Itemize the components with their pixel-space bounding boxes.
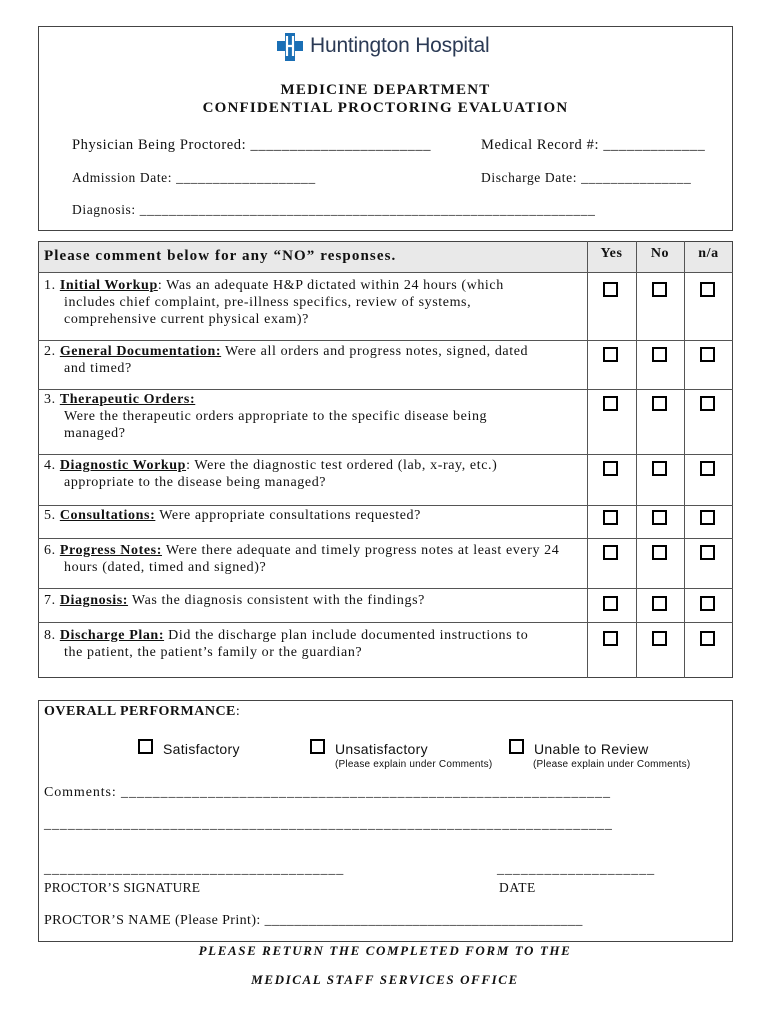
date-line[interactable]: ____________________: [497, 862, 655, 877]
col-header-na: n/a: [698, 246, 719, 261]
unable-to-review-checkbox[interactable]: [509, 739, 524, 754]
item-1-no-checkbox[interactable]: [652, 282, 667, 297]
item-1-yes-checkbox[interactable]: [603, 282, 618, 297]
item-heading: Discharge Plan:: [59, 628, 165, 643]
item-7-no-checkbox[interactable]: [652, 596, 667, 611]
footer-line-2: MEDICAL STAFF SERVICES OFFICE: [251, 972, 519, 987]
item-3-na-checkbox[interactable]: [700, 396, 715, 411]
item-4-yes-checkbox[interactable]: [603, 461, 618, 476]
logo: [276, 32, 506, 64]
form-title: CONFIDENTIAL PROCTORING EVALUATION: [202, 100, 569, 116]
item-8-yes-checkbox[interactable]: [603, 631, 618, 646]
item-question: Was an adequate H&P dictated within 24 hours (which: [162, 278, 504, 293]
admission-date-field[interactable]: Admission Date: ___________________: [72, 170, 316, 185]
item-heading: Initial Workup: [59, 278, 158, 293]
footer-line-1: PLEASE RETURN THE COMPLETED FORM TO THE: [198, 943, 572, 958]
table-instruction: Please comment below for any “NO” responses.: [44, 248, 397, 264]
item-3-no-checkbox[interactable]: [652, 396, 667, 411]
signature-line[interactable]: ______________________________________: [44, 862, 345, 877]
item-heading: Diagnosis:: [59, 593, 129, 608]
unsatisfactory-label: Unsatisfactory: [335, 741, 428, 757]
item-5-na-checkbox[interactable]: [700, 510, 715, 525]
item-1-na-checkbox[interactable]: [700, 282, 715, 297]
item-2-yes-checkbox[interactable]: [603, 347, 618, 362]
item-heading: Progress Notes:: [59, 543, 162, 558]
table-row: 4. Diagnostic Workup: Were the diagnostic test ordered (lab, x-ray, etc.) appropriate to the disease being managed?: [44, 458, 498, 490]
comments-field[interactable]: Comments: ______________________________________________________________: [44, 785, 611, 800]
item-8-na-checkbox[interactable]: [700, 631, 715, 646]
physician-field[interactable]: Physician Being Proctored: _______________________: [72, 137, 432, 153]
table-row: 2. General Documentation: Were all orders and progress notes, signed, dated and timed?: [44, 344, 529, 376]
item-8-no-checkbox[interactable]: [652, 631, 667, 646]
proctor-name-field[interactable]: PROCTOR’S NAME (Please Print): ___________________________________________: [44, 913, 583, 928]
item-2-na-checkbox[interactable]: [700, 347, 715, 362]
item-6-na-checkbox[interactable]: [700, 545, 715, 560]
discharge-date-field[interactable]: Discharge Date: _______________: [481, 170, 692, 185]
item-heading: Therapeutic Orders:: [59, 392, 196, 407]
table-row: 6. Progress Notes: Were there adequate and timely progress notes at least every 24 hours (dated, timed and signed)?: [44, 543, 560, 575]
item-6-yes-checkbox[interactable]: [603, 545, 618, 560]
item-4-no-checkbox[interactable]: [652, 461, 667, 476]
table-row: 1. Initial Workup: Was an adequate H&P dictated within 24 hours (which includes chief complaint, pre-illness specifics, review of systems, comprehensive current physical exam)?: [44, 278, 504, 327]
item-5-yes-checkbox[interactable]: [603, 510, 618, 525]
table-row: 7. Diagnosis: Was the diagnosis consistent with the findings?: [44, 593, 425, 608]
diagnosis-field[interactable]: Diagnosis: ______________________________________________________________: [72, 202, 596, 217]
item-7-yes-checkbox[interactable]: [603, 596, 618, 611]
unsatisfactory-note: (Please explain under Comments): [335, 759, 493, 770]
item-4-na-checkbox[interactable]: [700, 461, 715, 476]
item-7-na-checkbox[interactable]: [700, 596, 715, 611]
department-title: MEDICINE DEPARTMENT: [280, 82, 491, 98]
unable-to-review-note: (Please explain under Comments): [533, 759, 691, 770]
item-number: 1.: [44, 278, 56, 293]
satisfactory-checkbox[interactable]: [138, 739, 153, 754]
table-row: 3. Therapeutic Orders: Were the therapeutic orders appropriate to the specific disease being managed?: [44, 392, 488, 441]
logo-text: Huntington Hospital: [310, 34, 490, 57]
overall-heading: OVERALL PERFORMANCE:: [44, 704, 241, 719]
satisfactory-label: Satisfactory: [163, 741, 240, 757]
col-header-yes: Yes: [600, 246, 623, 261]
hospital-cross-icon: [276, 32, 304, 62]
comments-line[interactable]: ________________________________________________________________________: [44, 817, 613, 832]
item-heading: Diagnostic Workup: [59, 458, 187, 473]
item-3-yes-checkbox[interactable]: [603, 396, 618, 411]
item-5-no-checkbox[interactable]: [652, 510, 667, 525]
unsatisfactory-checkbox[interactable]: [310, 739, 325, 754]
date-label: DATE: [499, 880, 536, 895]
medical-record-field[interactable]: Medical Record #: _____________: [481, 137, 706, 153]
item-heading: Consultations:: [59, 508, 156, 523]
unable-to-review-label: Unable to Review: [534, 741, 649, 757]
item-heading: General Documentation:: [59, 344, 222, 359]
item-6-no-checkbox[interactable]: [652, 545, 667, 560]
item-2-no-checkbox[interactable]: [652, 347, 667, 362]
table-row: 5. Consultations: Were appropriate consultations requested?: [44, 508, 421, 523]
signature-label: PROCTOR’S SIGNATURE: [44, 880, 201, 895]
col-header-no: No: [650, 246, 670, 261]
table-row: 8. Discharge Plan: Did the discharge plan include documented instructions to the patient, the patient’s family or the guardian?: [44, 628, 529, 660]
